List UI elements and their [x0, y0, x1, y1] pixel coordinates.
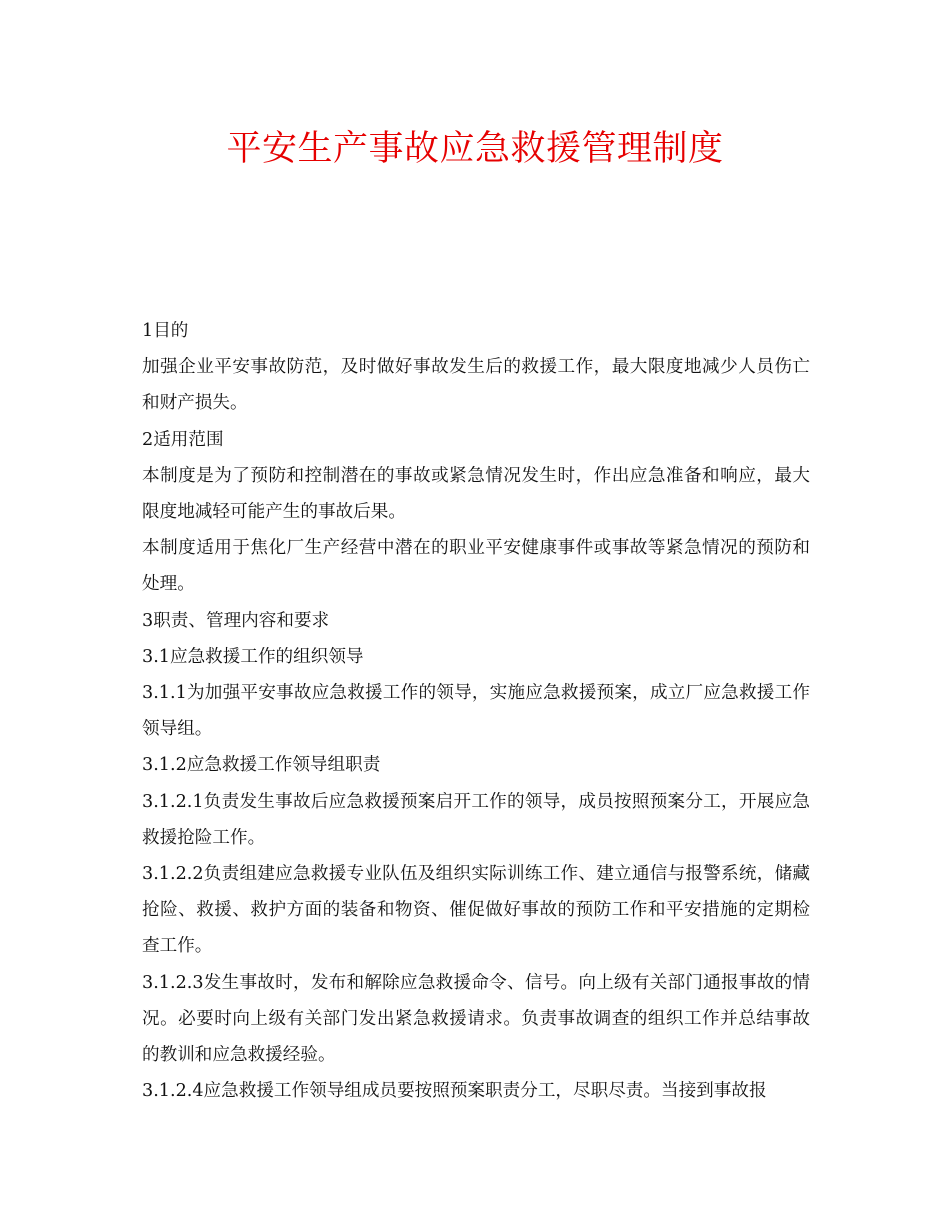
paragraph: 本制度是为了预防和控制潜在的事故或紧急情况发生时，作出应急准备和响应，最大限度地减轻可能产生的事故后果。 [142, 465, 810, 523]
paragraph: 1目的 [142, 321, 189, 341]
paragraph: 3职责、管理内容和要求 [142, 610, 330, 631]
paragraph: 加强企业平安事故防范，及时做好事故发生后的救援工作，最大限度地减少人员伤亡和财产损失。 [142, 357, 810, 414]
paragraph: 本制度适用于焦化厂生产经营中潜在的职业平安健康事件或事故等紧急情况的预防和处理。 [142, 538, 810, 595]
paragraph: 3.1.2.3发生事故时，发布和解除应急救援命令、信号。向上级有关部门通报事故的情况。必要时向上级有关部门发出紧急救援请求。负责事故调查的组织工作并总结事故的教训和应急救援经验。 [142, 972, 810, 1066]
paragraph: 3.1应急救援工作的组织领导 [142, 646, 364, 667]
paragraph: 3.1.2.1负责发生事故后应急救援预案启开工作的领导，成员按照预案分工，开展应急救援抢险工作。 [142, 791, 810, 848]
paragraph: 3.1.2.4应急救援工作领导组成员要按照预案职责分工，尽职尽责。当接到事故报 [142, 1081, 767, 1102]
paragraph: 3.1.1为加强平安事故应急救援工作的领导，实施应急救援预案，成立厂应急救援工作领导组。 [142, 683, 810, 740]
document-title: 平安生产事故应急救援管理制度 [226, 129, 724, 169]
paragraph: 2适用范围 [142, 429, 224, 450]
document-body [142, 313, 810, 1109]
paragraph: 3.1.2.2负责组建应急救援专业队伍及组织实际训练工作、建立通信与报警系统，储藏抢险、救援、救护方面的装备和物资、催促做好事故的预防工作和平安措施的定期检查工作。 [142, 864, 810, 957]
paragraph: 3.1.2应急救援工作领导组职责 [142, 755, 381, 776]
